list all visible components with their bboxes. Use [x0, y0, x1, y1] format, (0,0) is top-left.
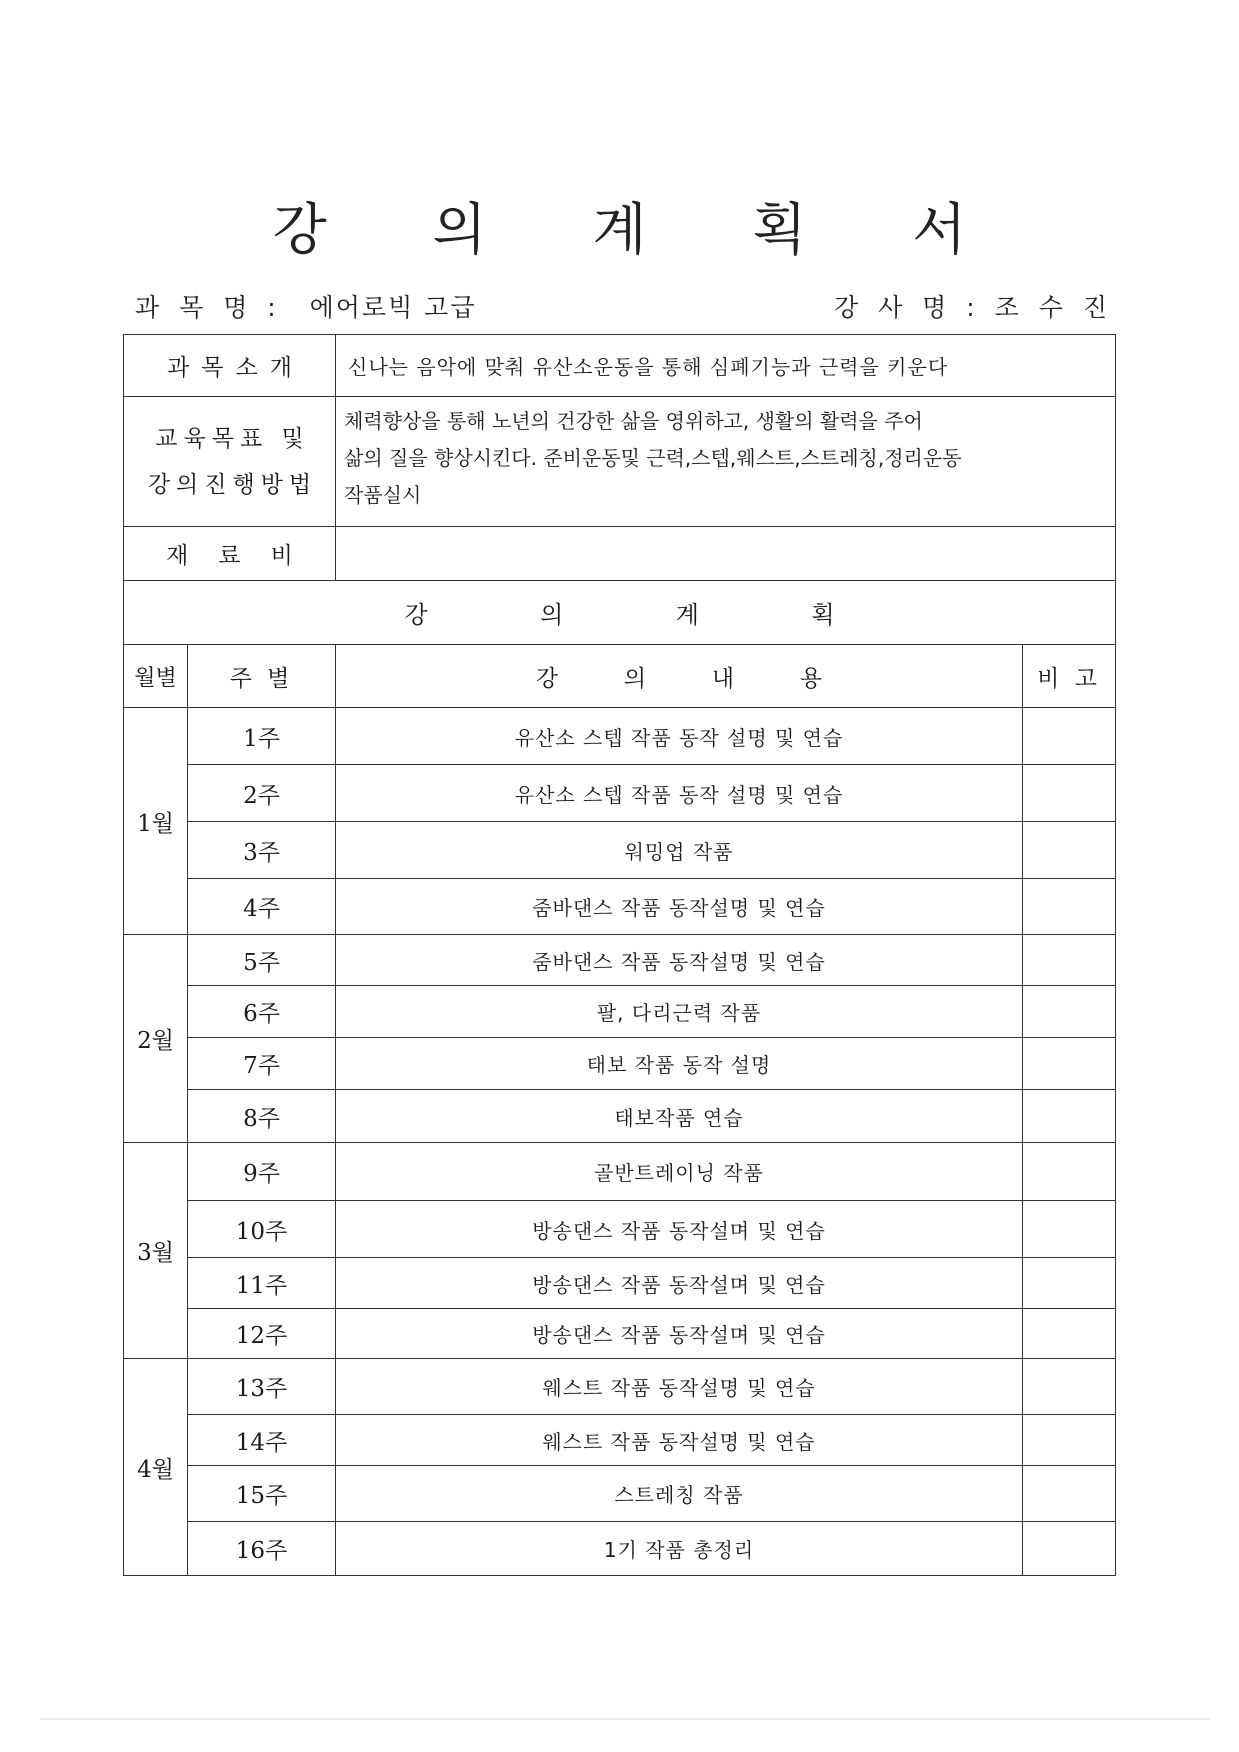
materials-row: [124, 527, 1116, 581]
note-cell: [1023, 1258, 1116, 1309]
note-cell: [1023, 708, 1116, 765]
content-cell: 줌바댄스 작품 동작설명 및 연습: [336, 879, 1023, 935]
table-row: [124, 822, 1116, 879]
table-row: [124, 879, 1116, 935]
week-cell: 3주: [188, 822, 336, 879]
document-title: 강 의 계 획 서: [272, 198, 1011, 263]
materials-value: [336, 527, 1116, 581]
instructor-value: 조 수 진: [994, 293, 1113, 322]
week-cell: 6주: [188, 986, 336, 1038]
course-name-label: 과 목 명 :: [135, 293, 282, 322]
table-row: [124, 765, 1116, 822]
note-cell: [1023, 1415, 1116, 1466]
table-row: [124, 1522, 1116, 1576]
note-cell: [1023, 1466, 1116, 1522]
week-cell: 8주: [188, 1090, 336, 1143]
week-cell: 5주: [188, 935, 336, 986]
table-row: [124, 1466, 1116, 1522]
course-intro-value: 신나는 음악에 맞춰 유산소운동을 통해 심폐기능과 근력을 키운다: [336, 335, 1116, 397]
week-cell: 4주: [188, 879, 336, 935]
week-cell: 12주: [188, 1309, 336, 1359]
table-row: [124, 1309, 1116, 1359]
table-row: [124, 935, 1116, 986]
note-cell: [1023, 986, 1116, 1038]
week-cell: 1주: [188, 708, 336, 765]
section-title: [124, 581, 1116, 645]
week-cell: 14주: [188, 1415, 336, 1466]
content-cell: 1기 작품 총정리: [336, 1522, 1023, 1576]
scan-edge-divider: [40, 1718, 1210, 1720]
content-cell: 워밍업 작품: [336, 822, 1023, 879]
content-cell: 웨스트 작품 동작설명 및 연습: [336, 1415, 1023, 1466]
goals-label-line2: 강의진행방법: [147, 471, 318, 498]
content-cell: 팔, 다리근력 작품: [336, 986, 1023, 1038]
header-content-char: 내: [711, 665, 735, 692]
header-week: 주 별: [188, 645, 336, 708]
week-cell: 15주: [188, 1466, 336, 1522]
content-cell: 방송댄스 작품 동작설며 및 연습: [336, 1258, 1023, 1309]
content-cell: 웨스트 작품 동작설명 및 연습: [336, 1359, 1023, 1415]
table-row: [124, 1143, 1116, 1201]
section-title-char: 계: [675, 601, 699, 629]
week-cell: 10주: [188, 1201, 336, 1258]
goals-value: [336, 397, 1116, 527]
table-row: [124, 1090, 1116, 1143]
materials-label: 재료비: [124, 527, 336, 581]
header-month: 월별: [124, 645, 188, 708]
header-content-char: 강: [535, 665, 559, 692]
note-cell: [1023, 1309, 1116, 1359]
content-cell: 태보 작품 동작 설명: [336, 1038, 1023, 1090]
note-cell: [1023, 765, 1116, 822]
instructor-label: 강 사 명 :: [833, 293, 981, 322]
table-row: [124, 1258, 1116, 1309]
goals-row: [124, 397, 1116, 527]
header-content-char: 용: [799, 665, 823, 692]
content-cell: 태보작품 연습: [336, 1090, 1023, 1143]
section-title-char: 강: [404, 601, 428, 629]
month-cell: 3월: [124, 1143, 188, 1359]
content-cell: 방송댄스 작품 동작설며 및 연습: [336, 1309, 1023, 1359]
content-cell: 줌바댄스 작품 동작설명 및 연습: [336, 935, 1023, 986]
instructor-line: [834, 288, 1113, 324]
goals-line: 작품실시: [344, 483, 422, 507]
content-cell: 골반트레이닝 작품: [336, 1143, 1023, 1201]
week-cell: 9주: [188, 1143, 336, 1201]
week-cell: 13주: [188, 1359, 336, 1415]
goals-line: 체력향상을 통해 노년의 건강한 삶을 영위하고, 생활의 활력을 주어: [344, 409, 923, 433]
lecture-plan-table: [123, 334, 1116, 1576]
section-title-row: [124, 581, 1116, 645]
table-row: [124, 1038, 1116, 1090]
month-cell: 4월: [124, 1359, 188, 1576]
content-cell: 유산소 스텝 작품 동작 설명 및 연습: [336, 708, 1023, 765]
header-content: [336, 645, 1023, 708]
content-cell: 스트레칭 작품: [336, 1466, 1023, 1522]
note-cell: [1023, 1201, 1116, 1258]
header-note: 비 고: [1023, 645, 1116, 708]
note-cell: [1023, 1359, 1116, 1415]
week-cell: 11주: [188, 1258, 336, 1309]
content-cell: 유산소 스텝 작품 동작 설명 및 연습: [336, 765, 1023, 822]
note-cell: [1023, 1522, 1116, 1576]
week-cell: 2주: [188, 765, 336, 822]
month-cell: 2월: [124, 935, 188, 1143]
course-intro-label: 과목소개: [124, 335, 336, 397]
goals-line: 삶의 질을 향상시킨다. 준비운동및 근력,스텝,웨스트,스트레칭,정리운동: [344, 446, 962, 470]
section-title-char: 의: [540, 601, 564, 629]
table-row: [124, 986, 1116, 1038]
note-cell: [1023, 1090, 1116, 1143]
header-content-char: 의: [623, 665, 647, 692]
goals-label-line1: 교육목표 및: [155, 425, 310, 452]
note-cell: [1023, 879, 1116, 935]
goals-label: [124, 397, 336, 527]
month-cell: 1월: [124, 708, 188, 935]
table-row: [124, 1201, 1116, 1258]
note-cell: [1023, 822, 1116, 879]
course-intro-row: [124, 335, 1116, 397]
note-cell: [1023, 935, 1116, 986]
week-cell: 7주: [188, 1038, 336, 1090]
table-row: [124, 1359, 1116, 1415]
course-name-value: 에어로빅 고급: [309, 293, 477, 322]
section-title-char: 획: [811, 601, 835, 629]
course-name-line: [135, 288, 476, 324]
content-cell: 방송댄스 작품 동작설며 및 연습: [336, 1201, 1023, 1258]
week-cell: 16주: [188, 1522, 336, 1576]
note-cell: [1023, 1143, 1116, 1201]
note-cell: [1023, 1038, 1116, 1090]
table-row: [124, 708, 1116, 765]
header-row: [124, 645, 1116, 708]
table-row: [124, 1415, 1116, 1466]
